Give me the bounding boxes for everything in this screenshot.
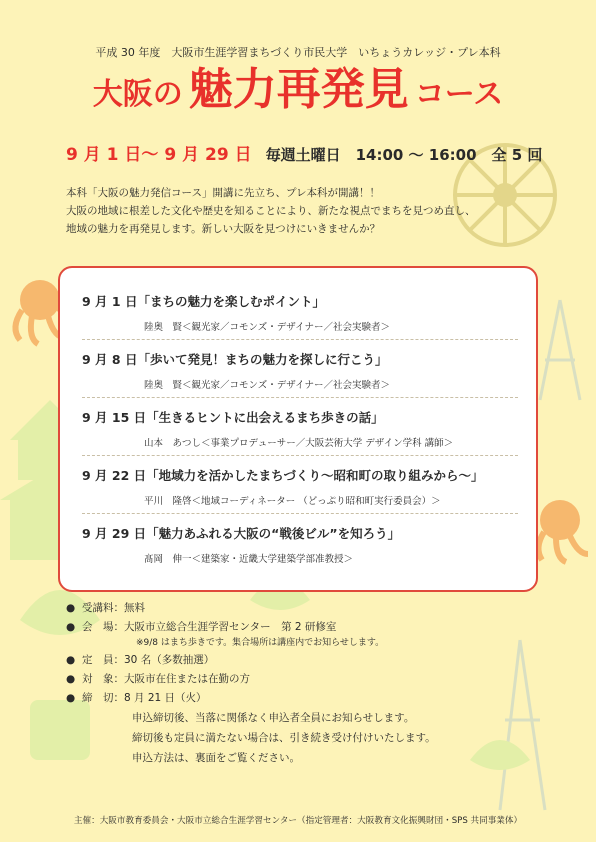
course-info (66, 600, 566, 769)
venue-text: 会 場：大阪市立総合生涯学習センター 第 2 研修室 (82, 621, 337, 633)
intro-line: 本科「大阪の魅力発信コース」開講に先立ち、プレ本科が開講！！ (66, 187, 381, 199)
venue-note: ※9/8 はまち歩きです。集合場所は講座内でお知らせします。 (136, 638, 385, 648)
session-schedule-box (58, 266, 538, 592)
info-target (66, 671, 566, 690)
bullet-icon: ● (66, 673, 76, 685)
octopus-illustration-right (538, 500, 588, 562)
bullet-icon: ● (66, 692, 76, 704)
application-note: 申込方法は、裏面をご覧ください。 (132, 752, 300, 764)
session-speaker: 山本 あつし＜事業プロデューサー／大阪芸術大学 デザイン学科 講師＞ (144, 438, 454, 449)
page-title (0, 62, 596, 127)
session-speaker: 平川 隆啓＜地域コーディネーター （どっぷり昭和町実行委員会）＞ (144, 496, 441, 507)
session-item (82, 398, 518, 456)
info-fee (66, 600, 566, 619)
deadline-text: 締 切：8 月 21 日（火） (82, 692, 207, 704)
session-title: 9 月 1 日「まちの魅力を楽しむポイント」 (82, 294, 325, 309)
course-schedule-line (66, 140, 542, 165)
deadline-note: 申込締切後、当落に関係なく申込者全員にお知らせします。 (132, 712, 415, 724)
title-part-course: コース (414, 77, 504, 112)
course-time: 毎週土曜日 14:00 〜 16:00 全 5 回 (265, 146, 543, 164)
info-capacity (66, 652, 566, 671)
deadline-note: 締切後も定員に満たない場合は、引き続き受け付けいたします。 (132, 732, 436, 744)
bullet-icon: ● (66, 602, 76, 614)
fee-text: 受講料：無料 (82, 602, 145, 614)
bullet-icon: ● (66, 654, 76, 666)
target-text: 対 象：大阪市在住または在勤の方 (82, 673, 250, 685)
session-item (82, 282, 518, 340)
session-title: 9 月 15 日「生きるヒントに出会えるまち歩きの話」 (82, 410, 384, 425)
intro-line: 大阪の地域に根差した文化や歴史を知ることにより、新たな視点でまちを見つめ直し、 (66, 205, 476, 217)
session-title: 9 月 22 日「地域力を活かしたまちづくり〜昭和町の取り組みから〜」 (82, 468, 484, 483)
course-dates: 9 月 1 日〜 9 月 29 日 (66, 145, 252, 165)
session-speaker: 陸奥 賢＜観光家／コモンズ・デザイナー／社会実験者＞ (144, 380, 391, 391)
session-title: 9 月 8 日「歩いて発見！まちの魅力を探しに行こう」 (82, 352, 388, 367)
session-speaker: 髙岡 伸一＜建築家・近畿大学建築学部准教授＞ (144, 554, 354, 565)
session-title: 9 月 29 日「魅力あふれる大阪の“戦後ビル”を知ろう」 (82, 526, 401, 541)
session-item (82, 456, 518, 514)
capacity-text: 定 員：30 名（多数抽選） (82, 654, 215, 666)
session-speaker: 陸奥 賢＜観光家／コモンズ・デザイナー／社会実験者＞ (144, 322, 391, 333)
title-part-highlight: 魅力再発見 (188, 64, 409, 115)
info-deadline (66, 690, 566, 709)
event-subtitle: 平成 30 年度 大阪市生涯学習まちづくり市民大学 いちょうカレッジ・プレ本科 (95, 46, 501, 59)
session-item (82, 514, 518, 572)
organizer-footer: 主催：大阪市教育委員会・大阪市立総合生涯学習センター（指定管理者：大阪教育文化振興財団・SPS 共同事業体） (73, 816, 523, 826)
title-part-osaka: 大阪の (92, 77, 183, 112)
bullet-icon: ● (66, 621, 76, 633)
intro-line: 地域の魅力を再発見します。新しい大阪を見つけにいきませんか？ (66, 223, 381, 235)
session-item (82, 340, 518, 398)
intro-text (66, 184, 546, 238)
